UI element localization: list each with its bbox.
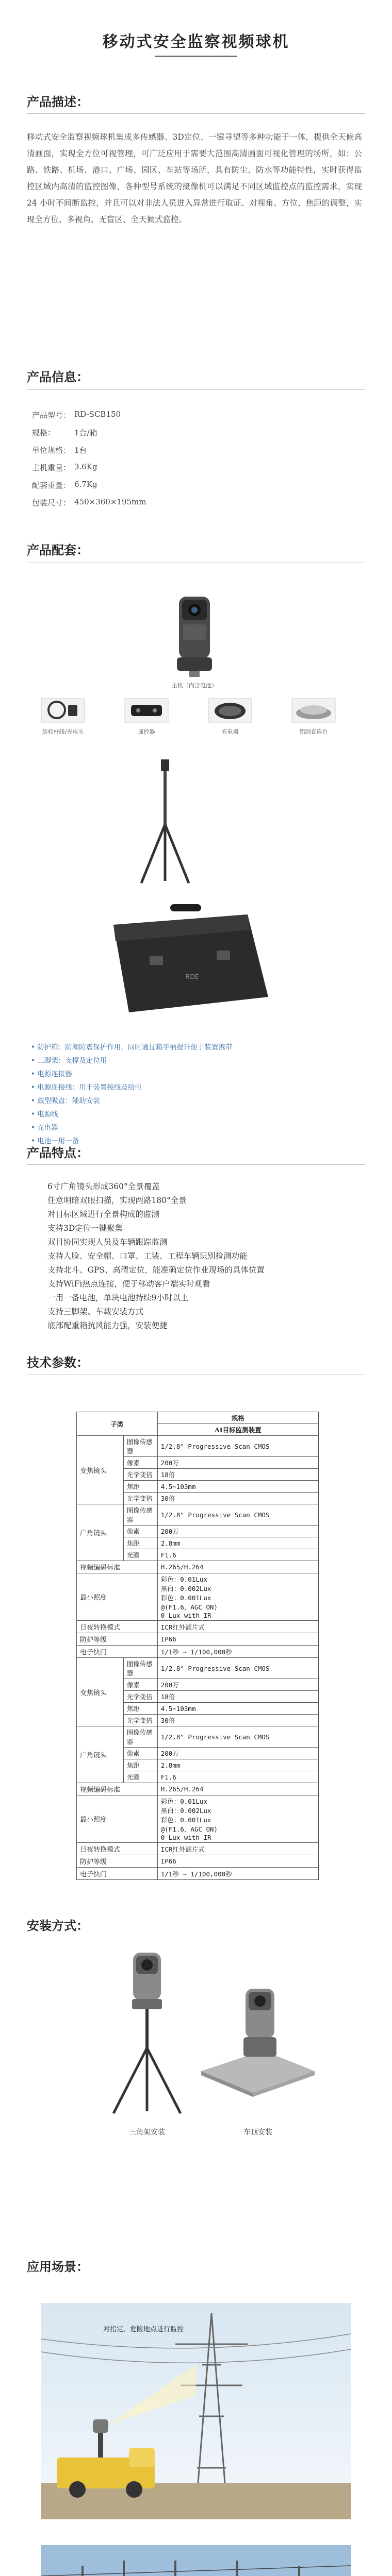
spec-value: 彩色：0.01Lux 黑白：0.002Lux 彩色：0.001Lux @(F1.6，AGC ON) 0 Lux with IR — [157, 1573, 318, 1621]
feature-item: 双目协同实现人员及车辆跟踪监测 — [47, 1238, 168, 1247]
mount-disc-image — [288, 694, 339, 726]
cable-charger-image — [37, 694, 89, 726]
feature-item: 6寸广角镜头形成360°全景覆盖 — [47, 1182, 160, 1191]
accessory-caption: 旋转杆线/充电头 — [42, 728, 84, 735]
spec-value: ICR红外滤片式 — [157, 1621, 318, 1633]
spec-value: H.265/H.264 — [157, 1783, 318, 1795]
spec-value: 1/2.8" Progressive Scan CMOS — [157, 1726, 318, 1748]
info-row: 配套重量： 6.7Kg — [32, 480, 97, 490]
spec-value: ICR红外滤片式 — [157, 1843, 318, 1855]
spec-value: 2.8mm — [157, 1759, 318, 1771]
spec-subcategory: 图像传感器 — [123, 1504, 157, 1526]
feature-item: 底部配重箱抗风能力强，安装便捷 — [47, 1321, 168, 1330]
feature-item: 支持三脚架、车载安装方式 — [47, 1307, 144, 1316]
spec-table-body — [77, 1436, 319, 1880]
spec-value: 1/1秒 ~ 1/100,000秒 — [157, 1646, 318, 1658]
spec-value: 200万 — [157, 1679, 318, 1691]
info-row: 产品型号： RD-SCB150 — [32, 410, 121, 420]
spec-value: 1/1秒 ~ 1/100,000秒 — [157, 1868, 318, 1880]
product-kit-panel — [27, 592, 365, 742]
spec-row — [77, 1621, 319, 1633]
feature-item: 支持WiFi热点连接，便于移动客户端实时观看 — [47, 1279, 210, 1289]
spec-subcategory: 图像传感器 — [123, 1726, 157, 1748]
section-heading-scenes: 应用场景： — [27, 2259, 89, 2274]
page-title: 移动式安全监察视频球机 — [102, 33, 290, 51]
accessory-item: • 三脚架：支撑及定位用 — [31, 1057, 107, 1065]
section-heading-install: 安装方式： — [27, 1918, 89, 1933]
spec-header-device: AI目标监测装置 — [157, 1424, 318, 1436]
vehicle-install-image — [196, 1973, 320, 2097]
spec-category: 日夜转换模式 — [77, 1843, 158, 1855]
accessory-item: • 电源线 — [31, 1110, 58, 1118]
tripod-install-image — [103, 1947, 191, 2117]
section-heading-config: 产品配套： — [27, 543, 89, 557]
spec-subcategory: 像素 — [123, 1679, 157, 1691]
accessory-caption: 充电器 — [221, 728, 239, 735]
info-row: 单位规格： 1台 — [32, 446, 87, 455]
vehicle-install-caption: 车顶安装 — [243, 2128, 272, 2137]
info-row: 主机重量： 3.6Kg — [32, 462, 97, 472]
spec-value: 30倍 — [157, 1715, 318, 1726]
product-description: 移动式安全监察视频球机集成多传感器、3D定位、一键寻望等多种功能于一体，提供全天候高清画面，实现全方位可视管理，可广泛应用于需要大范围高清画面可视化管理的场所，如：公路、铁路、机场、港口、广场、园区、车站等场所，具有防尘、防水等功能特性，实时获得监控区域内高清的监控图像，各种型号系统的摄像机可以满足不同区域监控点的监控需求，实现 24 小时不间断监控，并且可以对非法人员进入异常进行取证、对视角、方位、焦距的调整，实现全方位、多视角、无盲区、全天候式监控。 — [27, 132, 362, 224]
protective-case-image — [93, 894, 279, 1028]
feature-item: 支持人脸、安全帽、口罩、工装、工程车辆识别检测功能 — [47, 1251, 248, 1261]
spec-category: 广角镜头 — [77, 1504, 124, 1561]
spec-subcategory: 像素 — [123, 1748, 157, 1759]
accessory-item: • 电源连接器 — [31, 1070, 72, 1078]
spec-value: 18倍 — [157, 1469, 318, 1481]
spec-value: 4.5~103mm — [157, 1481, 318, 1493]
spec-value: H.265/H.264 — [157, 1561, 318, 1573]
spec-value: IP66 — [157, 1855, 318, 1868]
spec-row — [77, 1436, 319, 1457]
spec-value: 4.5~103mm — [157, 1703, 318, 1715]
spec-value: 2.8mm — [157, 1537, 318, 1549]
spec-category: 视频编码标准 — [77, 1783, 158, 1795]
accessory-item: • 防护箱：防潮防震保护作用，同时通过箱手柄提升便于装置携带 — [31, 1043, 233, 1052]
accessory-item: • 鼓型吸盘：辅助安装 — [31, 1097, 100, 1105]
spec-subcategory: 光圈 — [123, 1771, 157, 1783]
spec-category: 日夜转换模式 — [77, 1621, 158, 1633]
spec-value: 彩色：0.01Lux 黑白：0.002Lux 彩色：0.001Lux @(F1.6，AGC ON) 0 Lux with IR — [157, 1795, 318, 1843]
spec-value: 30倍 — [157, 1493, 318, 1504]
product-info-list — [32, 410, 362, 515]
feature-list — [47, 1180, 357, 1333]
spec-value: 200万 — [157, 1457, 318, 1469]
spec-row — [77, 1726, 319, 1748]
spec-value: 1/2.8" Progressive Scan CMOS — [157, 1504, 318, 1526]
feature-item: 一用一备电池，单块电池持续9小时以上 — [47, 1293, 189, 1302]
spec-value: IP66 — [157, 1633, 318, 1646]
spec-subcategory: 像素 — [123, 1457, 157, 1469]
spec-category: 电子快门 — [77, 1646, 158, 1658]
spec-row — [77, 1561, 319, 1573]
spec-category: 视频编码标准 — [77, 1561, 158, 1573]
spec-subcategory: 图像传感器 — [123, 1658, 157, 1679]
spec-subcategory: 焦距 — [123, 1481, 157, 1493]
title-underline — [155, 56, 237, 57]
spec-row — [77, 1855, 319, 1868]
tripod-install-caption: 三角架安装 — [129, 2128, 165, 2137]
spec-row — [77, 1504, 319, 1526]
accessory-item: • 充电器 — [31, 1124, 58, 1132]
spec-subcategory: 光圈 — [123, 1549, 157, 1561]
spec-subcategory: 焦距 — [123, 1759, 157, 1771]
spec-category: 最小照度 — [77, 1573, 158, 1621]
spec-value: 200万 — [157, 1526, 318, 1537]
spec-header-spec: 规格 — [157, 1412, 318, 1424]
spec-row — [77, 1646, 319, 1658]
spec-category: 防护等级 — [77, 1633, 158, 1646]
camera-unit-image — [164, 592, 225, 680]
feature-item: 支持北斗、GPS、高清定位，能准确定位作业现场的具体位置 — [47, 1265, 265, 1275]
spec-table — [76, 1412, 319, 1880]
section-divider — [27, 1164, 365, 1165]
spec-row — [77, 1783, 319, 1795]
spec-subcategory: 图像传感器 — [123, 1436, 157, 1457]
accessory-item: • 电源连接线：用于装置接线及给电 — [31, 1083, 142, 1092]
section-heading-specs: 技术参数： — [27, 1355, 89, 1370]
spec-row — [77, 1795, 319, 1843]
charger-image — [204, 694, 256, 726]
spec-value: 1/2.8" Progressive Scan CMOS — [157, 1658, 318, 1679]
spec-row — [77, 1633, 319, 1646]
spec-category: 最小照度 — [77, 1795, 158, 1843]
accessory-list — [31, 1041, 320, 1148]
spec-row — [77, 1573, 319, 1621]
section-heading-description: 产品描述： — [27, 94, 89, 109]
spec-value: F1.6 — [157, 1771, 318, 1783]
spec-header-row — [77, 1412, 319, 1424]
scene-substation — [41, 2545, 351, 2576]
scene-transmission-tower — [41, 2303, 351, 2519]
spec-category: 变焦镜头 — [77, 1658, 124, 1726]
section-heading-info: 产品信息： — [27, 369, 89, 384]
info-row: 包装尺寸： 450×360×195mm — [32, 497, 146, 507]
spec-subcategory: 光学变倍 — [123, 1469, 157, 1481]
tripod-image — [134, 757, 196, 886]
spec-value: 200万 — [157, 1748, 318, 1759]
section-divider — [27, 113, 365, 114]
spec-subcategory: 焦距 — [123, 1703, 157, 1715]
spec-subcategory: 光学变倍 — [123, 1715, 157, 1726]
spec-subcategory: 光学变倍 — [123, 1493, 157, 1504]
accessory-caption: 遥控器 — [138, 728, 155, 735]
section-divider — [27, 389, 365, 390]
spec-category: 防护等级 — [77, 1855, 158, 1868]
spec-header-subclass: 子类 — [77, 1412, 158, 1436]
svg-text:RDE: RDE — [186, 973, 199, 980]
spec-row — [77, 1843, 319, 1855]
scene-note: 对指定、危险地点进行监控 — [103, 2326, 184, 2333]
accessory-item: • 电池一用一备 — [31, 1137, 79, 1145]
spec-value: F1.6 — [157, 1549, 318, 1561]
spec-category: 电子快门 — [77, 1868, 158, 1880]
spec-subcategory: 像素 — [123, 1526, 157, 1537]
spec-category: 广角镜头 — [77, 1726, 124, 1783]
spec-subcategory: 光学变倍 — [123, 1691, 157, 1703]
camera-unit-caption: 主机（内含电池） — [172, 682, 217, 689]
spec-value: 18倍 — [157, 1691, 318, 1703]
section-heading-features: 产品特点： — [27, 1145, 89, 1160]
spec-category: 变焦镜头 — [77, 1436, 124, 1504]
spec-subcategory: 焦距 — [123, 1537, 157, 1549]
accessory-caption: 铝制直连台 — [299, 728, 328, 735]
spec-row — [77, 1658, 319, 1679]
feature-item: 对目标区域进行全景构成的监测 — [47, 1210, 160, 1219]
feature-item: 支持3D定位一键聚集 — [47, 1224, 123, 1233]
spec-row — [77, 1868, 319, 1880]
feature-item: 任意明暗双眼扫描，实现两路180°全景 — [47, 1196, 187, 1205]
spec-value: 1/2.8" Progressive Scan CMOS — [157, 1436, 318, 1457]
remote-control-image — [121, 694, 172, 726]
info-row: 规格： 1台/箱 — [32, 428, 97, 437]
